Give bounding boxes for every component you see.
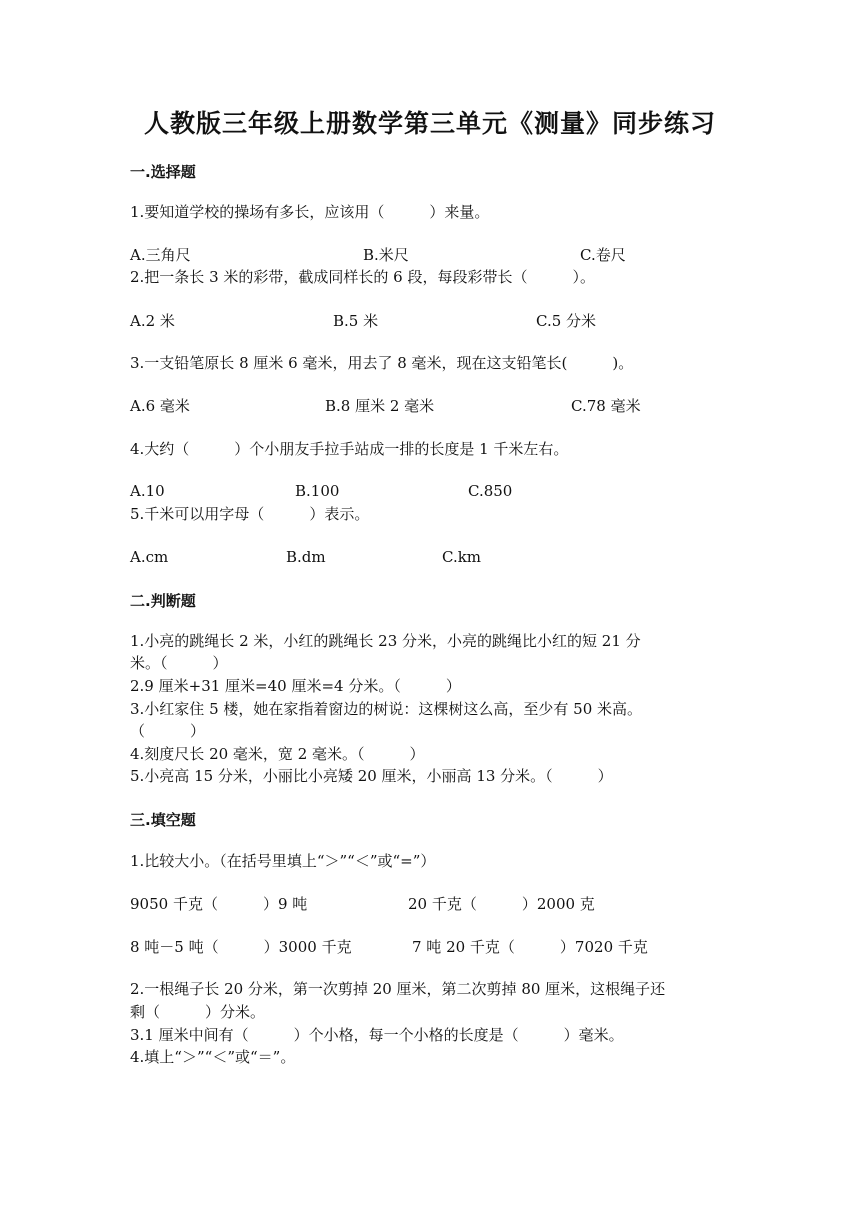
choice-q2-option-a: A.2 米 <box>130 312 175 330</box>
choice-q1-option-a: A.三角尺 <box>130 246 191 264</box>
judge-question-5: 5.小亮高 15 分米，小丽比小亮矮 20 厘米，小丽高 13 分米。（ ） <box>130 767 613 785</box>
choice-q3-option-b: B.8 厘米 2 毫米 <box>325 397 435 415</box>
choice-q3-option-c: C.78 毫米 <box>571 397 641 415</box>
fill-q1-row2-right: 7 吨 20 千克（ ）7020 千克 <box>412 938 648 956</box>
judge-question-3-line2: （ ） <box>130 722 206 740</box>
fill-question-2-line1: 2.一根绳子长 20 分米，第一次剪掉 20 厘米，第二次剪掉 80 厘米，这根绳子还 <box>130 980 666 998</box>
choice-q4-option-a: A.10 <box>130 482 165 500</box>
fill-question-1: 1.比较大小。（在括号里填上“＞”“＜”或“=”） <box>130 852 436 870</box>
section-heading-fill: 三.填空题 <box>130 811 196 829</box>
fill-question-4: 4.填上“＞”“＜”或“＝”。 <box>130 1048 296 1066</box>
fill-question-3: 3.1 厘米中间有（ ）个小格，每一个小格的长度是（ ）毫米。 <box>130 1026 624 1044</box>
fill-q1-row1-left: 9050 千克（ ）9 吨 <box>130 895 308 913</box>
choice-q2-option-c: C.5 分米 <box>536 312 597 330</box>
choice-q4-option-c: C.850 <box>468 482 513 500</box>
choice-q5-option-a: A.cm <box>130 548 169 566</box>
judge-question-2: 2.9 厘米+31 厘米=40 厘米=4 分米。（ ） <box>130 677 461 695</box>
fill-question-2-line2: 剩（ ）分米。 <box>130 1003 266 1021</box>
choice-q4-option-b: B.100 <box>295 482 340 500</box>
choice-q1-option-b: B.米尺 <box>363 246 409 264</box>
fill-q1-row1-right: 20 千克（ ）2000 克 <box>408 895 595 913</box>
choice-q3-option-a: A.6 毫米 <box>130 397 190 415</box>
choice-q2-option-b: B.5 米 <box>333 312 379 330</box>
judge-question-3-line1: 3.小红家住 5 楼，她在家指着窗边的树说：这棵树这么高，至少有 50 米高。 <box>130 700 643 718</box>
section-heading-choice: 一.选择题 <box>130 163 196 181</box>
choice-q5-option-c: C.km <box>442 548 482 566</box>
choice-question-2: 2.把一条长 3 米的彩带，截成同样长的 6 段，每段彩带长（ ）。 <box>130 268 595 286</box>
judge-question-1-line2: 米。（ ） <box>130 654 228 672</box>
choice-q1-option-c: C.卷尺 <box>580 246 626 264</box>
fill-q1-row2-left: 8 吨－5 吨（ ）3000 千克 <box>130 938 352 956</box>
choice-question-5: 5.千米可以用字母（ ）表示。 <box>130 505 370 523</box>
section-heading-judgement: 二.判断题 <box>130 592 196 610</box>
choice-question-3: 3.一支铅笔原长 8 厘米 6 毫米，用去了 8 毫米，现在这支铅笔长( )。 <box>130 354 634 372</box>
choice-question-1: 1.要知道学校的操场有多长，应该用（ ）来量。 <box>130 203 490 221</box>
choice-question-4: 4.大约（ ）个小朋友手拉手站成一排的长度是 1 千米左右。 <box>130 440 569 458</box>
judge-question-1-line1: 1.小亮的跳绳长 2 米，小红的跳绳长 23 分米，小亮的跳绳比小红的短 21 分 <box>130 632 641 650</box>
choice-q5-option-b: B.dm <box>286 548 326 566</box>
judge-question-4: 4.刻度尺长 20 毫米，宽 2 毫米。（ ） <box>130 745 425 763</box>
page-title: 人教版三年级上册数学第三单元《测量》同步练习 <box>143 109 716 138</box>
